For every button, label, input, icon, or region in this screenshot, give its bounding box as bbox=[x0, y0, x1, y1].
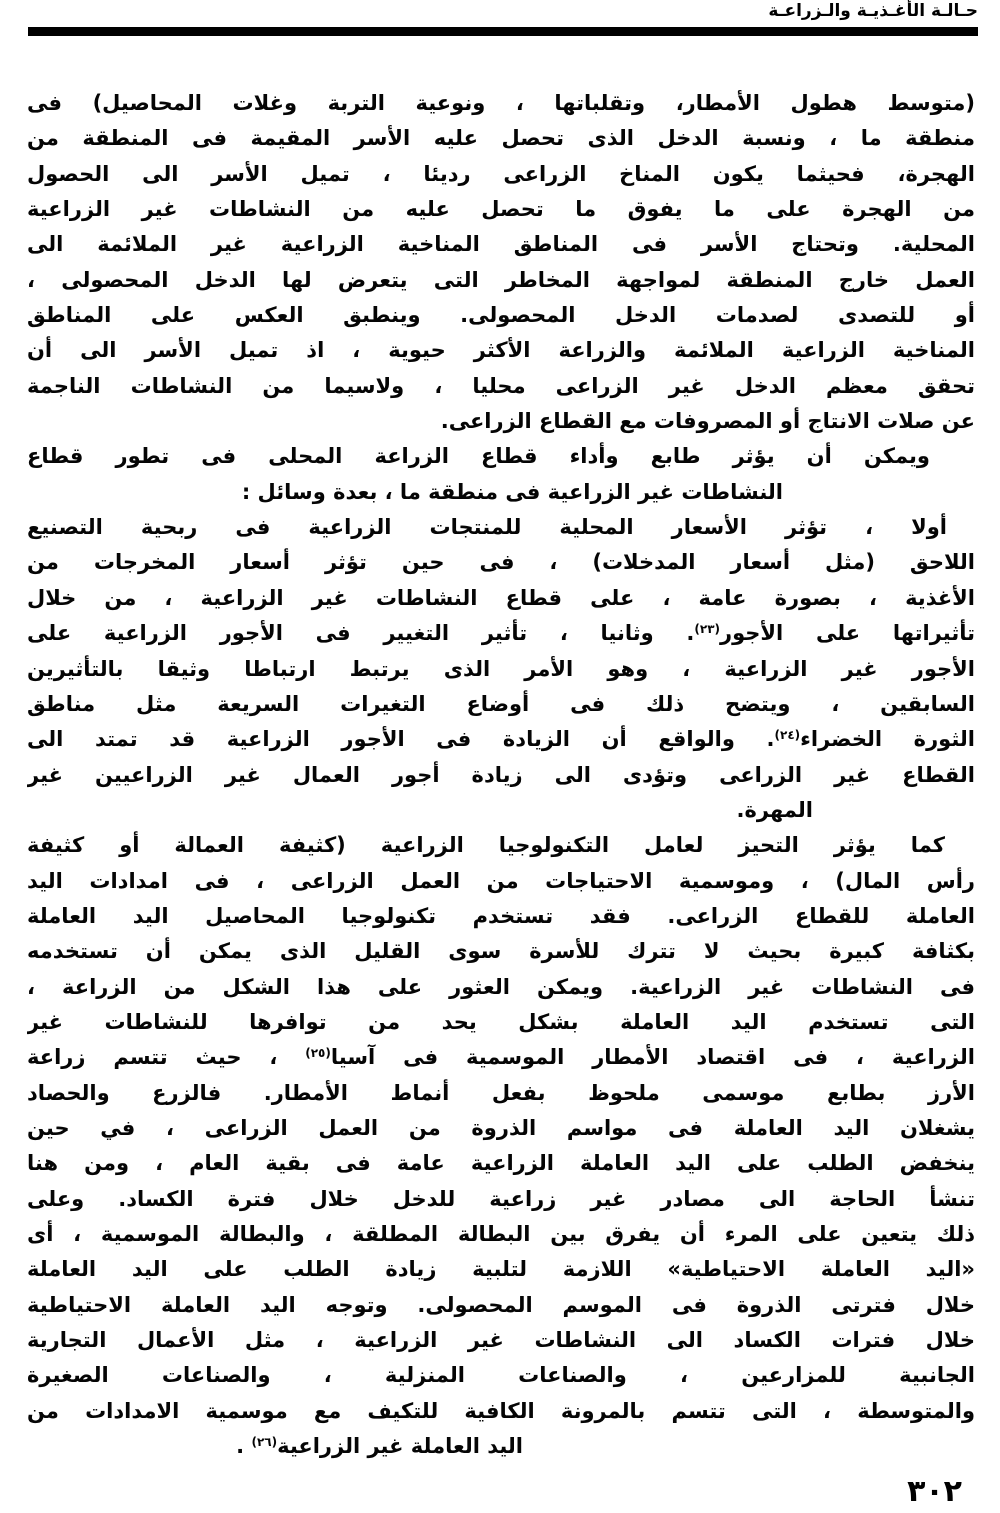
text-line: (متوسط هطول الأمطار، وتقلباتها ، ونوعية التربة وغلات المحاصيل) فى bbox=[27, 91, 975, 115]
text-line: رأس المال) ، وموسمية الاحتياجات من العمل الزراعى ، فى امدادات اليد bbox=[27, 868, 975, 893]
text-line: أولا ، تؤثر الأسعار المحلية للمنتجات الزراعية فى ربحية التصنيع bbox=[27, 515, 947, 540]
paragraph-3 bbox=[27, 510, 975, 828]
text-line: فى النشاطات غير الزراعية. ويمكن العثور على هذا الشكل من الزراعة ، bbox=[27, 974, 975, 999]
text-line: كما يؤثر التحيز لعامل التكنولوجيا الزراعية (كثيفة العمالة أو كثيفة bbox=[27, 833, 945, 858]
text-line: ويمكن أن يؤثر طابع وأداء قطاع الزراعة المحلى فى تطور قطاع bbox=[27, 444, 930, 469]
text-line: يشغلان اليد العاملة فى مواسم الذروة من العمل الزراعى ، في حين bbox=[27, 1115, 975, 1140]
text-line: الأرز بطابع موسمى ملحوظ بفعل أنماط الأمطار. فالزرع والحصاد bbox=[27, 1080, 975, 1105]
paragraph-2 bbox=[27, 439, 975, 510]
text-line: عن صلات الانتاج أو المصروفات مع القطاع الزراعى. bbox=[440, 409, 975, 434]
text-line: أو للتصدى لصدمات الدخل المحصولى. وينطبق العكس على المناطق bbox=[27, 303, 975, 328]
text-line: التى تستخدم اليد العاملة بشكل يحد من توافرها للنشاطات غير bbox=[27, 1009, 975, 1034]
text-line: اليد العاملة غير الزراعية$^{(٢٦)}$ . bbox=[236, 1434, 523, 1459]
text-line: ذلك يتعين على المرء أن يفرق بين البطالة المطلقة ، والبطالة الموسمية ، أى bbox=[27, 1222, 975, 1246]
text-line: «اليد العاملة الاحتياطية» اللازمة لتلبية زيادة الطلب على اليد العاملة bbox=[27, 1257, 975, 1282]
text-line: من الهجرة على ما يفوق ما تحصل عليه من النشاطات غير الزراعية bbox=[27, 197, 975, 222]
paragraph-1 bbox=[27, 86, 975, 439]
text-line: العمل خارج المنطقة لمواجهة المخاطر التى يتعرض لها الدخل المحصولى ، bbox=[27, 267, 975, 292]
text-line: تحقق معظم الدخل غير الزراعى محليا ، ولاسيما من النشاطات الناجمة bbox=[27, 373, 975, 398]
page-number: ٣٠٢ bbox=[907, 1474, 962, 1509]
text-line: المناخية الزراعية الملائمة والزراعة الأكثر حيوية ، اذ تميل الأسر الى أن bbox=[27, 338, 975, 363]
text-line: الزراعية ، فى اقتصاد الأمطار الموسمية فى آسيا$^{(٢٥)}$ ، حيث تتسم زراعة bbox=[27, 1045, 975, 1070]
text-line: منطقة ما ، ونسبة الدخل الذى تحصل عليه الأسر المقيمة فى المنطقة من bbox=[27, 126, 975, 151]
text-line: خلال فترتى الذروة فى الموسم المحصولى. وتوجه اليد العاملة الاحتياطية bbox=[27, 1292, 975, 1317]
text-line: القطاع غير الزراعى وتؤدى الى زيادة أجور العمال غير الزراعيين غير bbox=[27, 762, 975, 787]
text-line: خلال فترات الكساد الى النشاطات غير الزراعية ، مثل الأعمال التجارية bbox=[27, 1328, 975, 1353]
text-line: ينخفض الطلب على اليد العاملة الزراعية عامة فى بقية العام ، ومن هنا bbox=[27, 1151, 975, 1176]
text-line: بكثافة كبيرة بحيث لا تترك للأسرة سوى القليل الذى يمكن أن تستخدمه bbox=[27, 939, 975, 964]
text-line: الجانبية للمزارعين ، والصناعات المنزلية ، والصناعات الصغيرة bbox=[27, 1363, 975, 1388]
paragraph-4 bbox=[27, 828, 975, 1464]
text-line: الثورة الخضراء$^{(٢٤)}$. والواقع أن الزيادة فى الأجور الزراعية قد تمتد الى bbox=[27, 727, 975, 752]
text-line: تأثيراتها على الأجور$^{(٢٣)}$. وثانيا ، تأثير التغيير فى الأجور الزراعية على bbox=[27, 621, 975, 646]
text-line: تنشأ الحاجة الى مصادر غير زراعية للدخل خلال فترة الكساد. وعلى bbox=[27, 1186, 975, 1211]
text-line: الهجرة، فحيثما يكون المناخ الزراعى رديئا ، تميل الأسر الى الحصول bbox=[27, 161, 975, 186]
text-line: المهرة. bbox=[736, 797, 813, 822]
text-line: النشاطات غير الزراعية فى منطقة ما ، بعدة وسائل : bbox=[241, 479, 783, 504]
text-line: الأجور غير الزراعية ، وهو الأمر الذى يرتبط ارتباطا وثيقا بالتأثيرين bbox=[27, 656, 975, 681]
text-line: والمتوسطة ، التى تتسم بالمرونة الكافية للتكيف مع موسمية الامدادات من bbox=[27, 1398, 975, 1423]
running-head-title: حـالـة الأغـذيـة والـزراعـة bbox=[768, 1, 978, 21]
text-line: الأغذية ، بصورة عامة ، على قطاع النشاطات غير الزراعية ، من خلال bbox=[27, 585, 975, 610]
text-line: اللاحق (مثل أسعار المدخلات) ، فى حين تؤثر أسعار المخرجات من bbox=[27, 550, 975, 575]
text-line: العاملة للقطاع الزراعى. فقد تستخدم تكنولوجيا المحاصيل اليد العاملة bbox=[27, 903, 975, 928]
text-line: السابقين ، ويتضح ذلك فى أوضاع التغيرات السريعة مثل مناطق bbox=[27, 691, 975, 716]
header-rule bbox=[28, 27, 978, 36]
text-line: المحلية. وتحتاج الأسر فى المناطق المناخية الزراعية غير الملائمة الى bbox=[27, 232, 975, 257]
body-text bbox=[27, 86, 975, 1464]
